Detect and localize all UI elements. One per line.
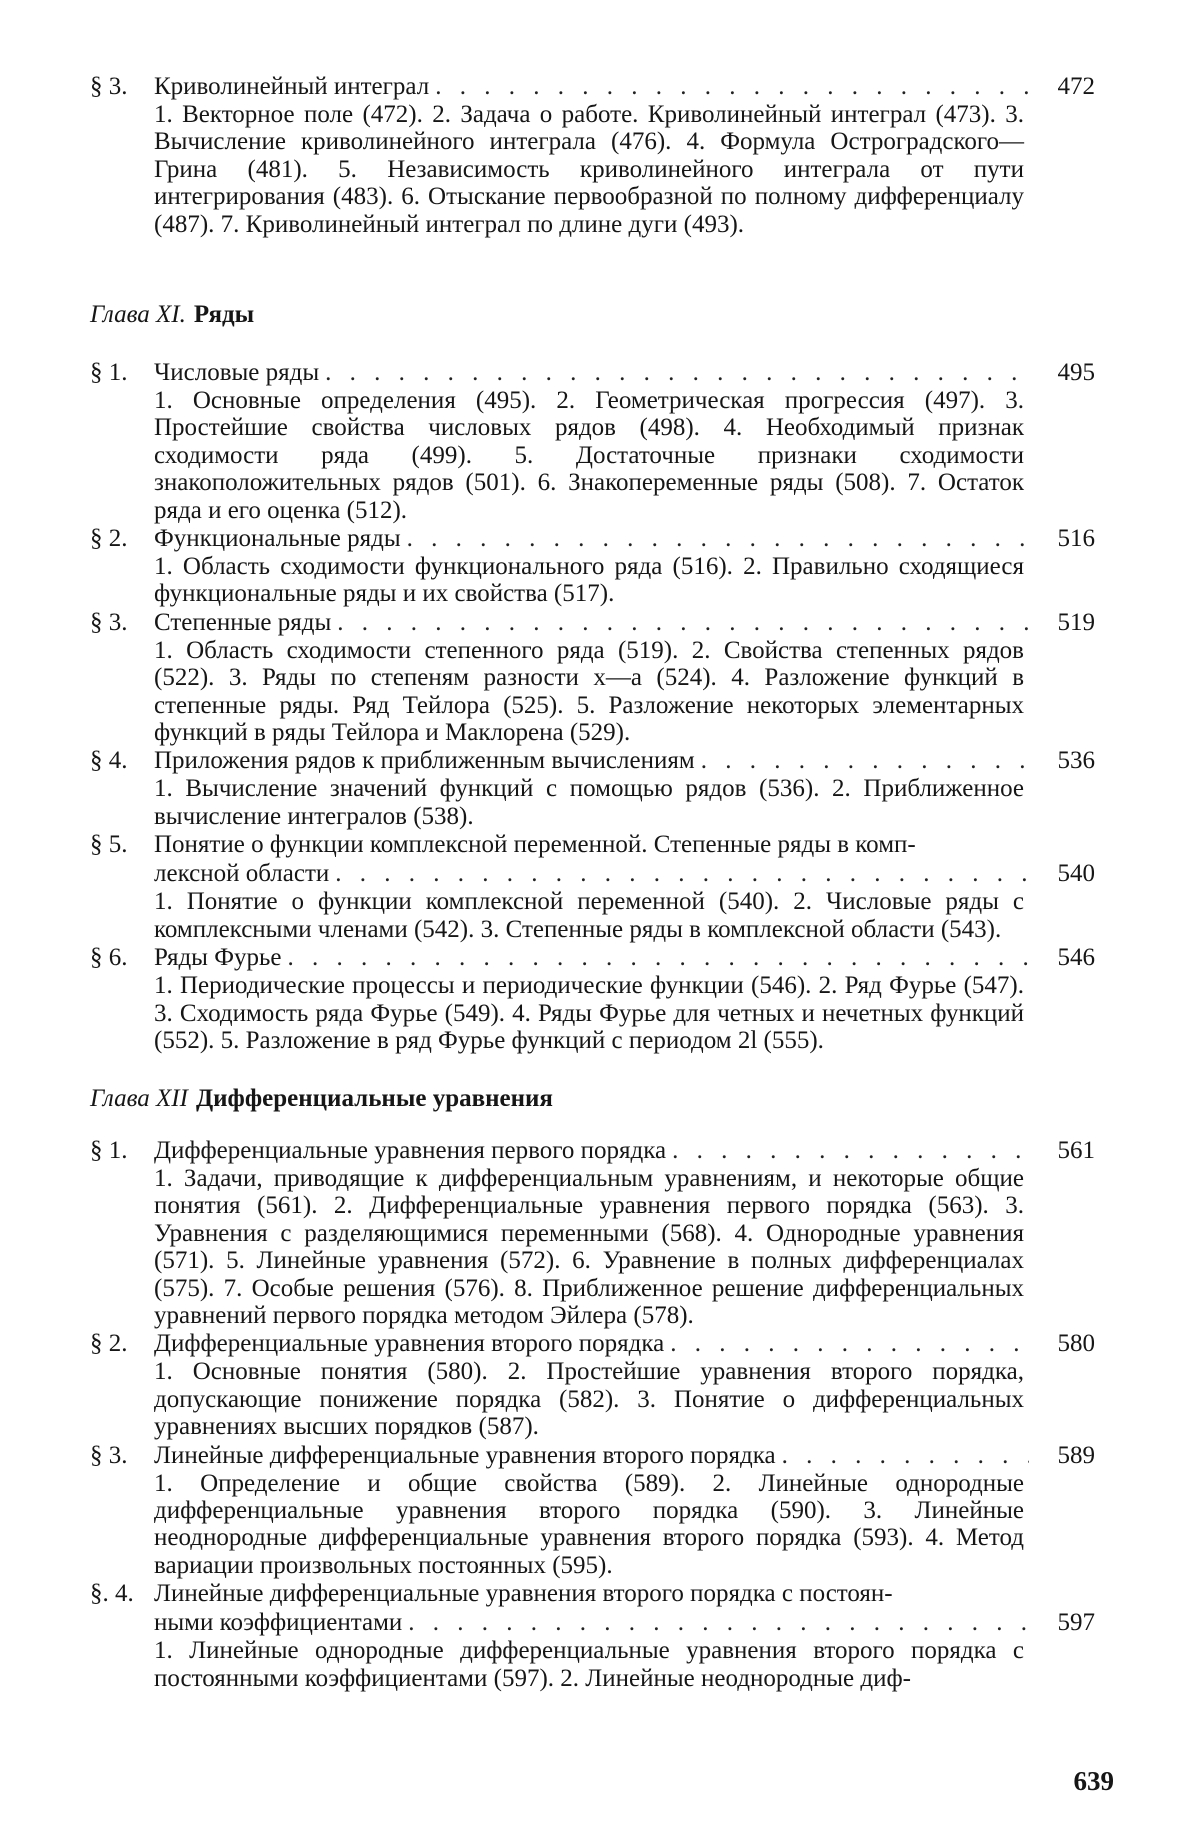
chapter-heading-12 (90, 1084, 553, 1114)
section-title: Ряды Фурье (154, 943, 281, 972)
section-number: § 6. (90, 943, 154, 972)
section-page: 540 (1035, 859, 1095, 888)
section-description: 1. Вычисление значений функций с помощью рядов (536). 2. Приближенное вычисление интегралов (538). (154, 775, 1024, 830)
section-number: § 3. (90, 608, 154, 637)
section-description: 1. Основные определения (495). 2. Геометрическая прогрессия (497). 3. Простейшие свойства числовых рядов (498). 4. Необходимый признак сходимости ряда (499). 5. Достаточные признаки сходимости знакоположительных рядов (501). 6. Знакопеременные ряды (508). 7. Остаток ряда и его оценка (512). (154, 387, 1024, 524)
chapter-name: Ряды (194, 301, 254, 328)
section-page: 597 (1035, 1608, 1095, 1637)
leader-dots (407, 524, 1029, 553)
chapter-label: Глава XI. (90, 301, 186, 328)
section-description: 1. Область сходимости функционального ряда (516). 2. Правильно сходящиеся функциональные ряды и их свойства (517). (154, 553, 1024, 608)
section-number: § 2. (90, 524, 154, 553)
section-page: 495 (1035, 358, 1095, 387)
section-description: 1. Периодические процессы и периодические функции (546). 2. Ряд Фурье (547). 3. Сходимость ряда Фурье (549). 4. Ряды Фурье для четных и нечетных функций (552). 5. Разложение в ряд Фурье функций с периодом 2l (555). (154, 972, 1024, 1054)
toc-entry-curvilinear-integral (90, 72, 1095, 238)
section-number: §. 4. (90, 1579, 154, 1608)
chapter-label: Глава XII (90, 1085, 188, 1112)
section-page: 472 (1035, 72, 1095, 101)
toc-entry (90, 358, 1095, 524)
section-description: 1. Понятие о функции комплексной переменной (540). 2. Числовые ряды с комплексными членами (542). 3. Степенные ряды в комплексной области (543). (154, 888, 1024, 943)
section-number: § 5. (90, 830, 154, 859)
toc-entry (90, 608, 1095, 747)
chapter-12-sections (90, 1136, 1095, 1692)
section-title: Функциональные ряды (154, 524, 401, 553)
section-description: 1. Определение и общие свойства (589). 2. Линейные однородные дифференциальные уравнения второго порядка (590). 3. Линейные неоднородные дифференциальные уравнения второго порядка (593). 4. Метод вариации произвольных постоянных (595). (154, 1470, 1024, 1580)
leader-dots (670, 1329, 1029, 1358)
chapter-heading-11 (90, 300, 254, 330)
section-description: 1. Основные понятия (580). 2. Простейшие уравнения второго порядка, допускающие понижение порядка (582). 3. Понятие о дифференциальных уравнениях высших порядков (587). (154, 1358, 1024, 1440)
section-title: Дифференциальные уравнения первого порядка (154, 1136, 666, 1165)
section-title: Линейные дифференциальные уравнения второго порядка с постоян- (154, 1579, 893, 1608)
chapter-11-sections (90, 358, 1095, 1054)
section-description: 1. Линейные однородные дифференциальные уравнения второго порядка с постоянными коэффициентами (597). 2. Линейные неоднородные диф- (154, 1637, 1024, 1692)
page-number: 639 (1074, 1766, 1115, 1797)
section-page: 546 (1035, 943, 1095, 972)
section-title-continuation: лексной области (154, 859, 329, 888)
leader-dots (672, 1136, 1029, 1165)
toc-entry (90, 524, 1095, 608)
section-number: § 1. (90, 1136, 154, 1165)
toc-entry (90, 1329, 1095, 1440)
section-title: Степенные ряды (154, 608, 331, 637)
section-description: 1. Векторное поле (472). 2. Задача о работе. Криволинейный интеграл (473). 3. Вычисление криволинейного интеграла (476). 4. Формула Остроградского—Грина (481). 5. Независимость криволинейного интеграла от пути интегрирования (483). 6. Отыскание первообразной по полному дифференциалу (487). 7. Криволинейный интеграл по длине дуги (493). (154, 101, 1024, 238)
section-number: § 4. (90, 746, 154, 775)
section-page: 589 (1035, 1441, 1095, 1470)
toc-entry (90, 830, 1095, 943)
toc-entry (90, 1136, 1095, 1329)
section-page: 580 (1035, 1329, 1095, 1358)
toc-entry (90, 1579, 1095, 1692)
toc-entry (90, 943, 1095, 1054)
section-number: § 3. (90, 1441, 154, 1470)
section-number: § 3. (90, 72, 154, 101)
leader-dots (701, 746, 1029, 775)
leader-dots (337, 608, 1029, 637)
section-page: 516 (1035, 524, 1095, 553)
leader-dots (435, 72, 1029, 101)
section-page: 561 (1035, 1136, 1095, 1165)
section-title: Дифференциальные уравнения второго порядка (154, 1329, 664, 1358)
section-number: § 1. (90, 358, 154, 387)
toc-entry (90, 746, 1095, 830)
section-number: § 2. (90, 1329, 154, 1358)
chapter-name: Дифференциальные уравнения (196, 1085, 553, 1112)
leader-dots (287, 943, 1029, 972)
section-title: Числовые ряды (154, 358, 319, 387)
section-description: 1. Задачи, приводящие к дифференциальным уравнениям, и некоторые общие понятия (561). 2. Дифференциальные уравнения первого порядка (563). 3. Уравнения с разделяющимися переменными (568). 4. Однородные уравнения (571). 5. Линейные уравнения (572). 6. Уравнение в полных дифференциалах (575). 7. Особые решения (576). 8. Приближенное решение дифференциальных уравнений первого порядка методом Эйлера (578). (154, 1165, 1024, 1329)
section-title: Приложения рядов к приближенным вычислениям (154, 746, 695, 775)
leader-dots (408, 1608, 1029, 1637)
section-title: Понятие о функции комплексной переменной. Степенные ряды в комп- (154, 830, 916, 859)
section-title: Линейные дифференциальные уравнения второго порядка (154, 1441, 776, 1470)
book-page (0, 0, 1200, 1828)
toc-entry (90, 1441, 1095, 1580)
leader-dots (782, 1441, 1029, 1470)
section-title-continuation: ными коэффициентами (154, 1608, 402, 1637)
section-description: 1. Область сходимости степенного ряда (519). 2. Свойства степенных рядов (522). 3. Ряды по степеням разности x—a (524). 4. Разложение функций в степенные ряды. Ряд Тейлора (525). 5. Разложение некоторых элементарных функций в ряды Тейлора и Маклорена (529). (154, 637, 1024, 747)
section-page: 536 (1035, 746, 1095, 775)
leader-dots (335, 859, 1029, 888)
section-page: 519 (1035, 608, 1095, 637)
leader-dots (325, 358, 1029, 387)
section-title: Криволинейный интеграл (154, 72, 429, 101)
